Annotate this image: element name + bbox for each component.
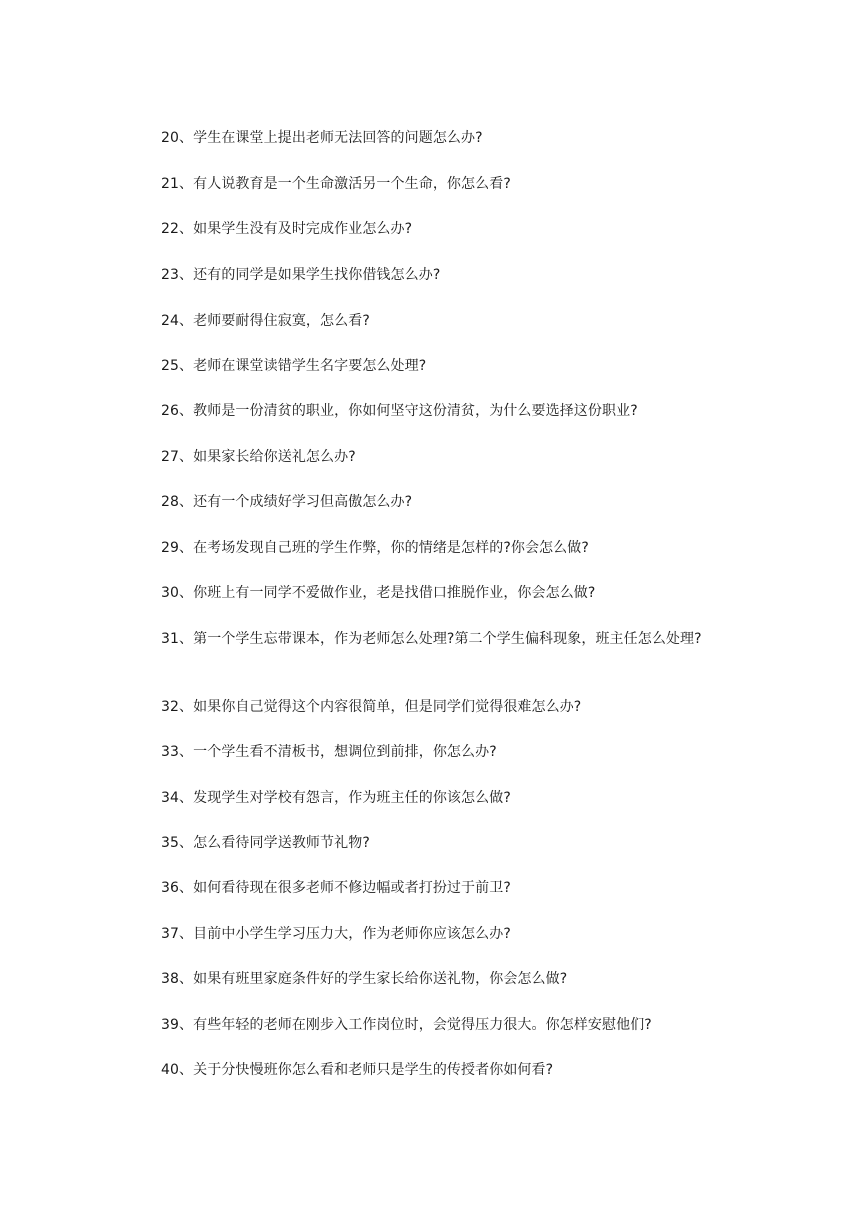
- question-38: 38、如果有班里家庭条件好的学生家长给你送礼物，你会怎么做?: [161, 971, 568, 987]
- question-27: 27、如果家长给你送礼怎么办?: [161, 449, 356, 465]
- question-25: 25、老师在课堂读错学生名字要怎么处理?: [161, 358, 427, 374]
- question-26: 26、教师是一份清贫的职业，你如何坚守这份清贫，为什么要选择这份职业?: [161, 403, 638, 419]
- question-35: 35、怎么看待同学送教师节礼物?: [161, 835, 370, 851]
- question-33: 33、一个学生看不清板书，想调位到前排，你怎么办?: [161, 744, 497, 760]
- question-24: 24、老师要耐得住寂寞，怎么看?: [161, 313, 370, 329]
- question-39: 39、有些年轻的老师在刚步入工作岗位时，会觉得压力很大。你怎样安慰他们?: [161, 1017, 652, 1033]
- question-36: 36、如何看待现在很多老师不修边幅或者打扮过于前卫?: [161, 880, 511, 896]
- question-23: 23、还有的同学是如果学生找你借钱怎么办?: [161, 267, 441, 283]
- question-37: 37、目前中小学生学习压力大，作为老师你应该怎么办?: [161, 926, 511, 942]
- question-34: 34、发现学生对学校有怨言，作为班主任的你该怎么做?: [161, 790, 511, 806]
- question-32: 32、如果你自己觉得这个内容很简单，但是同学们觉得很难怎么办?: [161, 699, 582, 715]
- question-21: 21、有人说教育是一个生命激活另一个生命，你怎么看?: [161, 176, 511, 192]
- question-20: 20、学生在课堂上提出老师无法回答的问题怎么办?: [161, 130, 483, 146]
- question-30: 30、你班上有一同学不爱做作业，老是找借口推脱作业，你会怎么做?: [161, 585, 596, 601]
- question-28: 28、还有一个成绩好学习但高傲怎么办?: [161, 494, 413, 510]
- question-29: 29、在考场发现自己班的学生作弊，你的情绪是怎样的?你会怎么做?: [161, 540, 589, 556]
- question-22: 22、如果学生没有及时完成作业怎么办?: [161, 221, 413, 237]
- question-31: 31、第一个学生忘带课本，作为老师怎么处理?第二个学生偏科现象，班主任怎么处理?: [161, 631, 702, 647]
- question-40: 40、关于分快慢班你怎么看和老师只是学生的传授者你如何看?: [161, 1062, 554, 1078]
